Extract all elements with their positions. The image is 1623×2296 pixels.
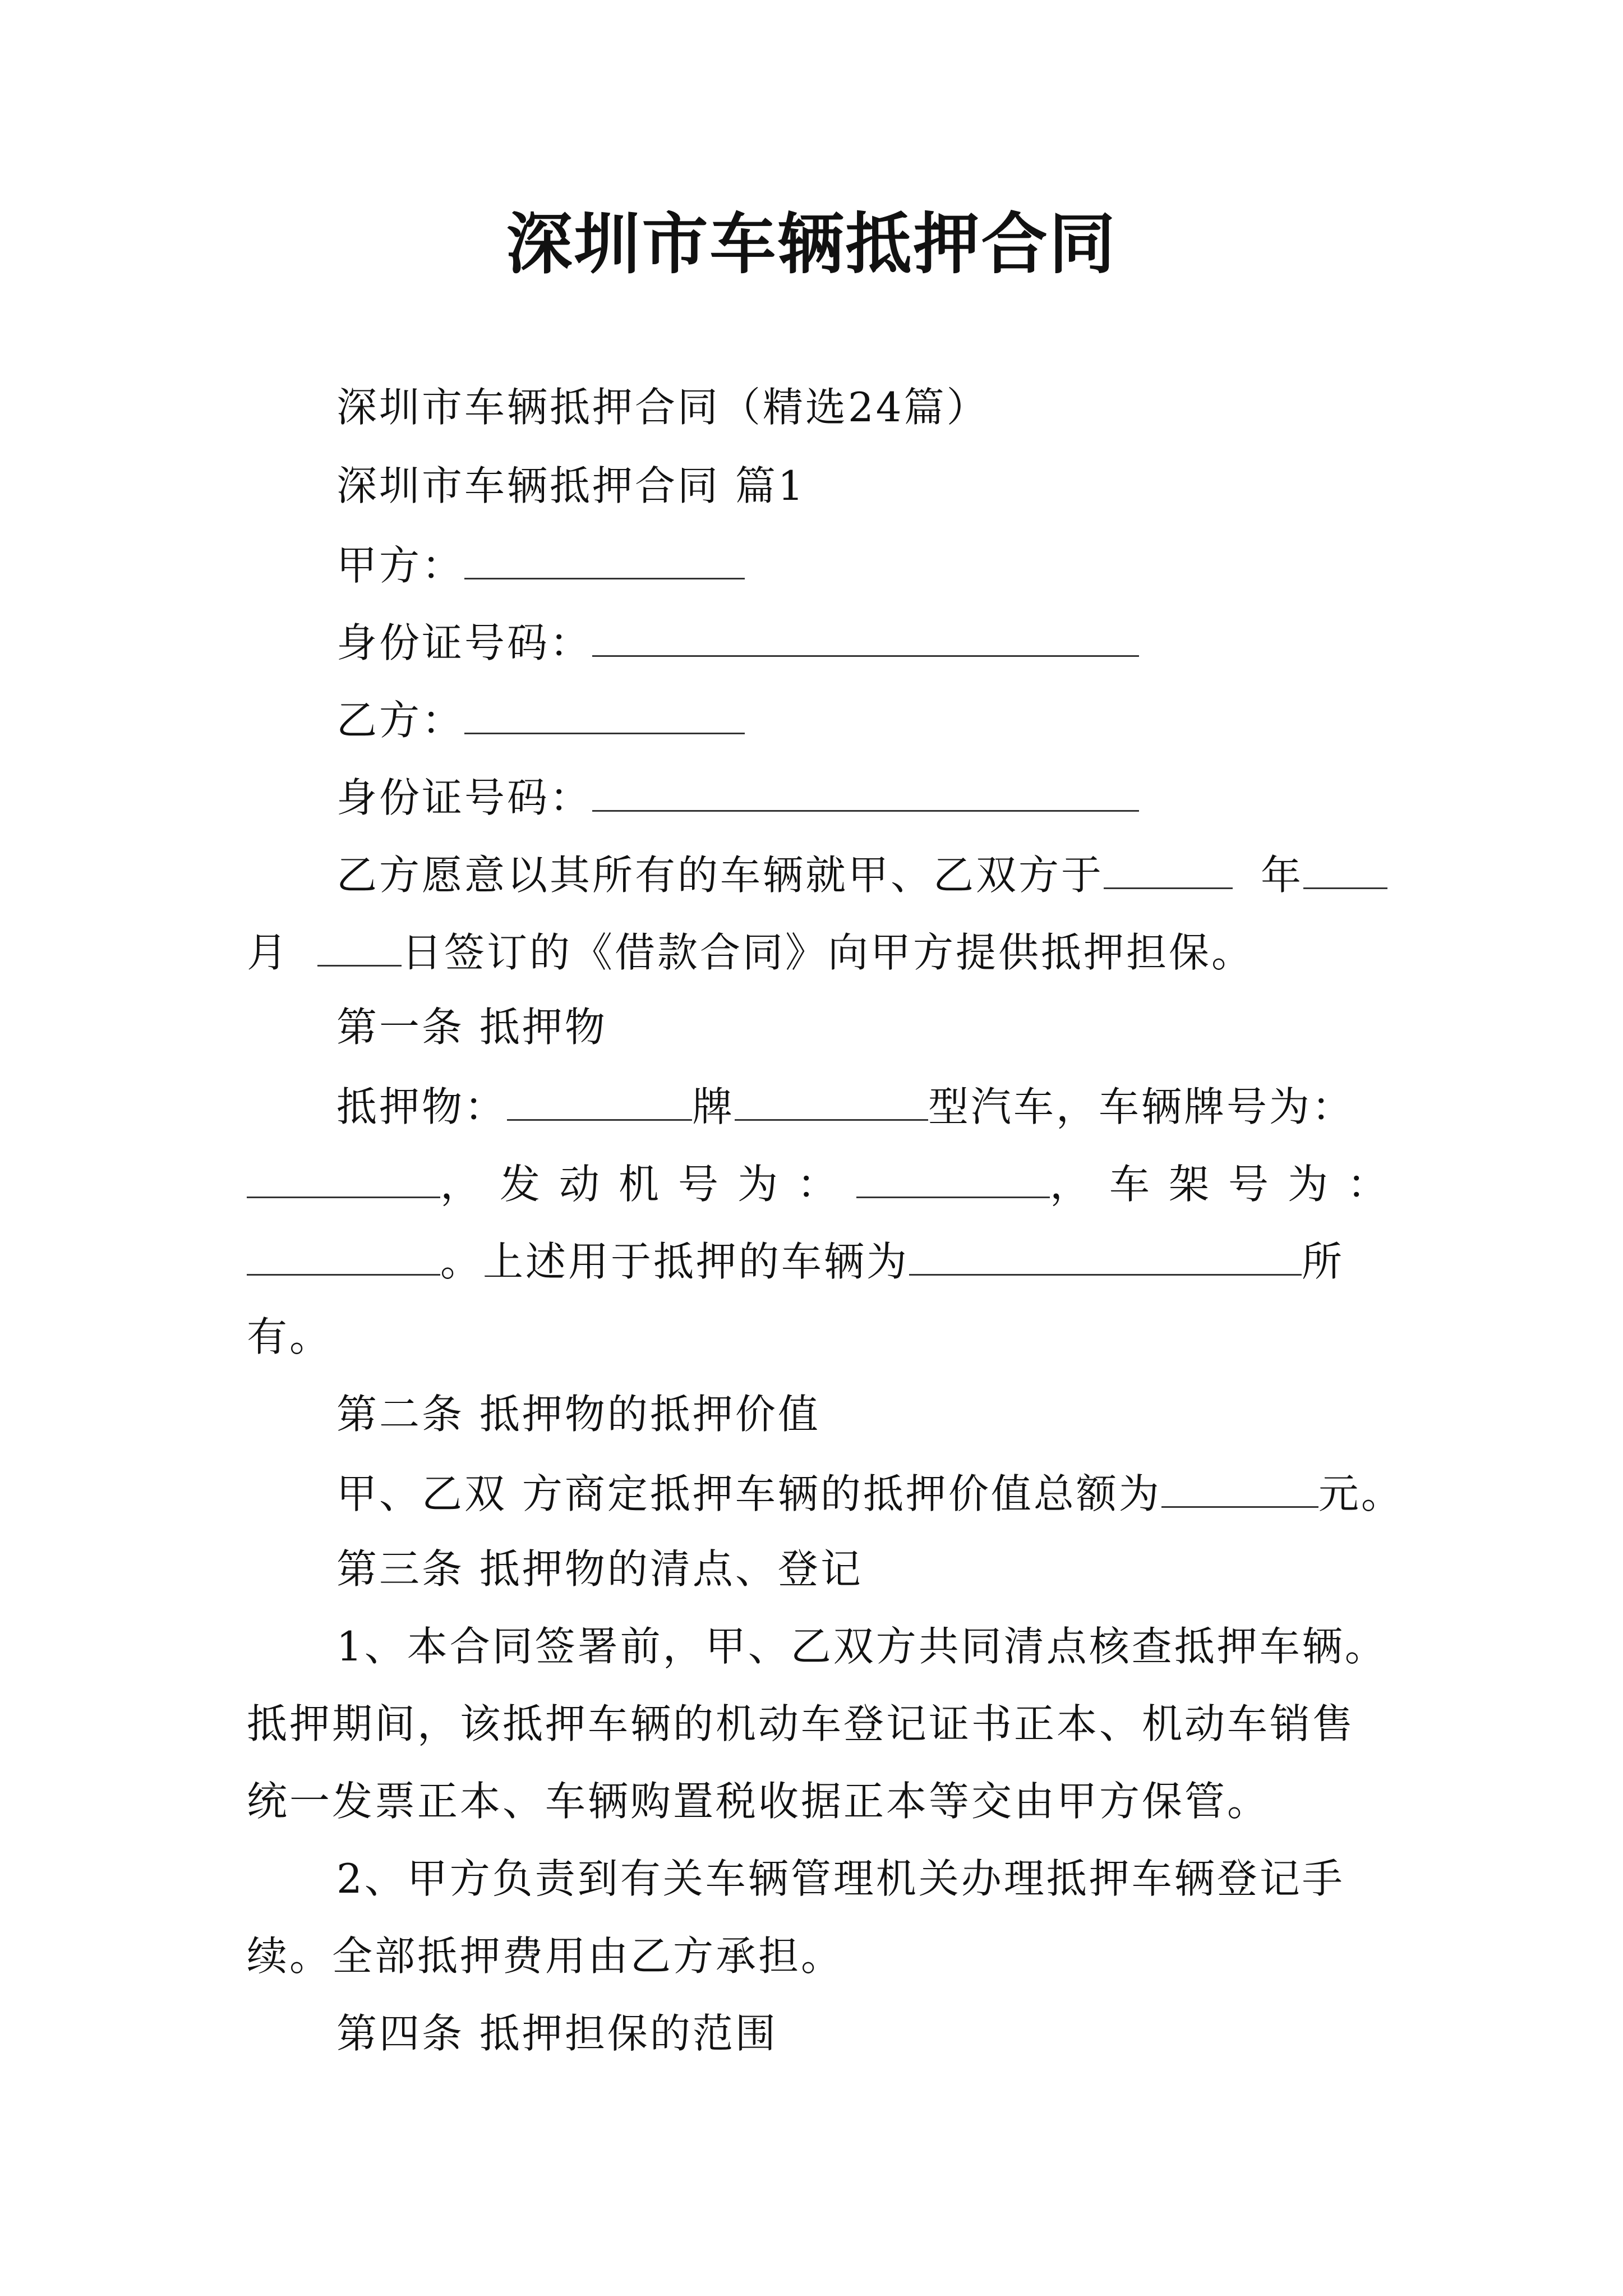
value-total-blank — [1161, 1471, 1318, 1508]
article3-p2-line1: 2、甲方负责到有关车辆管理机关办理抵押车辆登记手 — [336, 1855, 1345, 1902]
intro-text-2: 日签订的《借款合同》向甲方提供抵押担保。 — [402, 929, 1255, 976]
article3-p1-line2: 抵押期间，该抵押车辆的机动车登记证书正本、机动车销售 — [247, 1700, 1355, 1747]
article1-line-4: 有。 — [247, 1313, 333, 1360]
id-number-b-blank — [592, 775, 1139, 812]
engine-number-blank — [856, 1162, 1050, 1198]
id-number-a-line — [336, 619, 1139, 666]
article2-text: 甲、乙双 方商定抵押车辆的抵押价值总额为 — [336, 1470, 1161, 1517]
intro-line-1 — [336, 852, 1387, 899]
article1-brand: 牌 — [692, 1083, 735, 1130]
frame-number-blank — [247, 1239, 440, 1276]
party-a-line — [336, 542, 745, 589]
model-blank — [735, 1084, 928, 1121]
party-a-label: 甲方： — [336, 542, 465, 589]
article2-unit: 元。 — [1318, 1470, 1404, 1517]
article1-model: 型汽车，车辆牌号为： — [928, 1083, 1355, 1130]
intro-day-blank — [1104, 853, 1233, 889]
article1-owner-end: 所 — [1302, 1238, 1345, 1285]
intro-year: 年 — [1261, 852, 1304, 899]
article1-line-2 — [247, 1161, 1407, 1208]
article3-p2-line2: 续。全部抵押费用由乙方承担。 — [247, 1932, 844, 1980]
id-number-b-label: 身份证号码： — [336, 774, 593, 821]
article4-heading: 第四条 抵押担保的范围 — [336, 2010, 778, 2057]
article1-label: 抵押物： — [336, 1083, 508, 1130]
party-b-label: 乙方： — [336, 697, 465, 744]
brand-blank — [507, 1084, 692, 1121]
intro-line-2 — [247, 929, 1255, 976]
intro-month-blank — [317, 930, 402, 967]
intro-month: 月 — [247, 929, 290, 976]
article1-line-1 — [336, 1083, 1355, 1130]
id-number-b-line — [336, 774, 1139, 821]
article1-line-3 — [247, 1238, 1345, 1285]
party-b-line — [336, 697, 745, 744]
party-a-blank — [464, 543, 745, 579]
plate-number-blank — [247, 1162, 440, 1198]
id-number-a-blank — [592, 620, 1139, 657]
owner-blank — [909, 1239, 1302, 1276]
article3-p1-line1: 1、本合同签署前，甲、乙双方共同清点核查抵押车辆。 — [336, 1623, 1387, 1670]
article2-line — [336, 1470, 1404, 1517]
article1-engine: ，发动机号为： — [440, 1161, 857, 1208]
article3-p1-line3: 统一发票正本、车辆购置税收据正本等交由甲方保管。 — [247, 1778, 1270, 1825]
subtitle: 深圳市车辆抵押合同（精选24篇） — [336, 384, 989, 431]
article1-frame: ，车架号为： — [1050, 1161, 1407, 1208]
document-title: 深圳市车辆抵押合同 — [506, 205, 1117, 283]
section-heading: 深圳市车辆抵押合同 篇1 — [336, 462, 806, 509]
article3-heading: 第三条 抵押物的清点、登记 — [336, 1545, 863, 1593]
intro-text-1: 乙方愿意以其所有的车辆就甲、乙双方于 — [336, 852, 1104, 899]
article2-heading: 第二条 抵押物的抵押价值 — [336, 1391, 820, 1438]
id-number-a-label: 身份证号码： — [336, 619, 593, 666]
article1-heading: 第一条 抵押物 — [336, 1004, 607, 1051]
intro-year-blank — [1303, 853, 1387, 889]
party-b-blank — [464, 698, 745, 734]
article1-owner: 。上述用于抵押的车辆为 — [440, 1238, 910, 1285]
